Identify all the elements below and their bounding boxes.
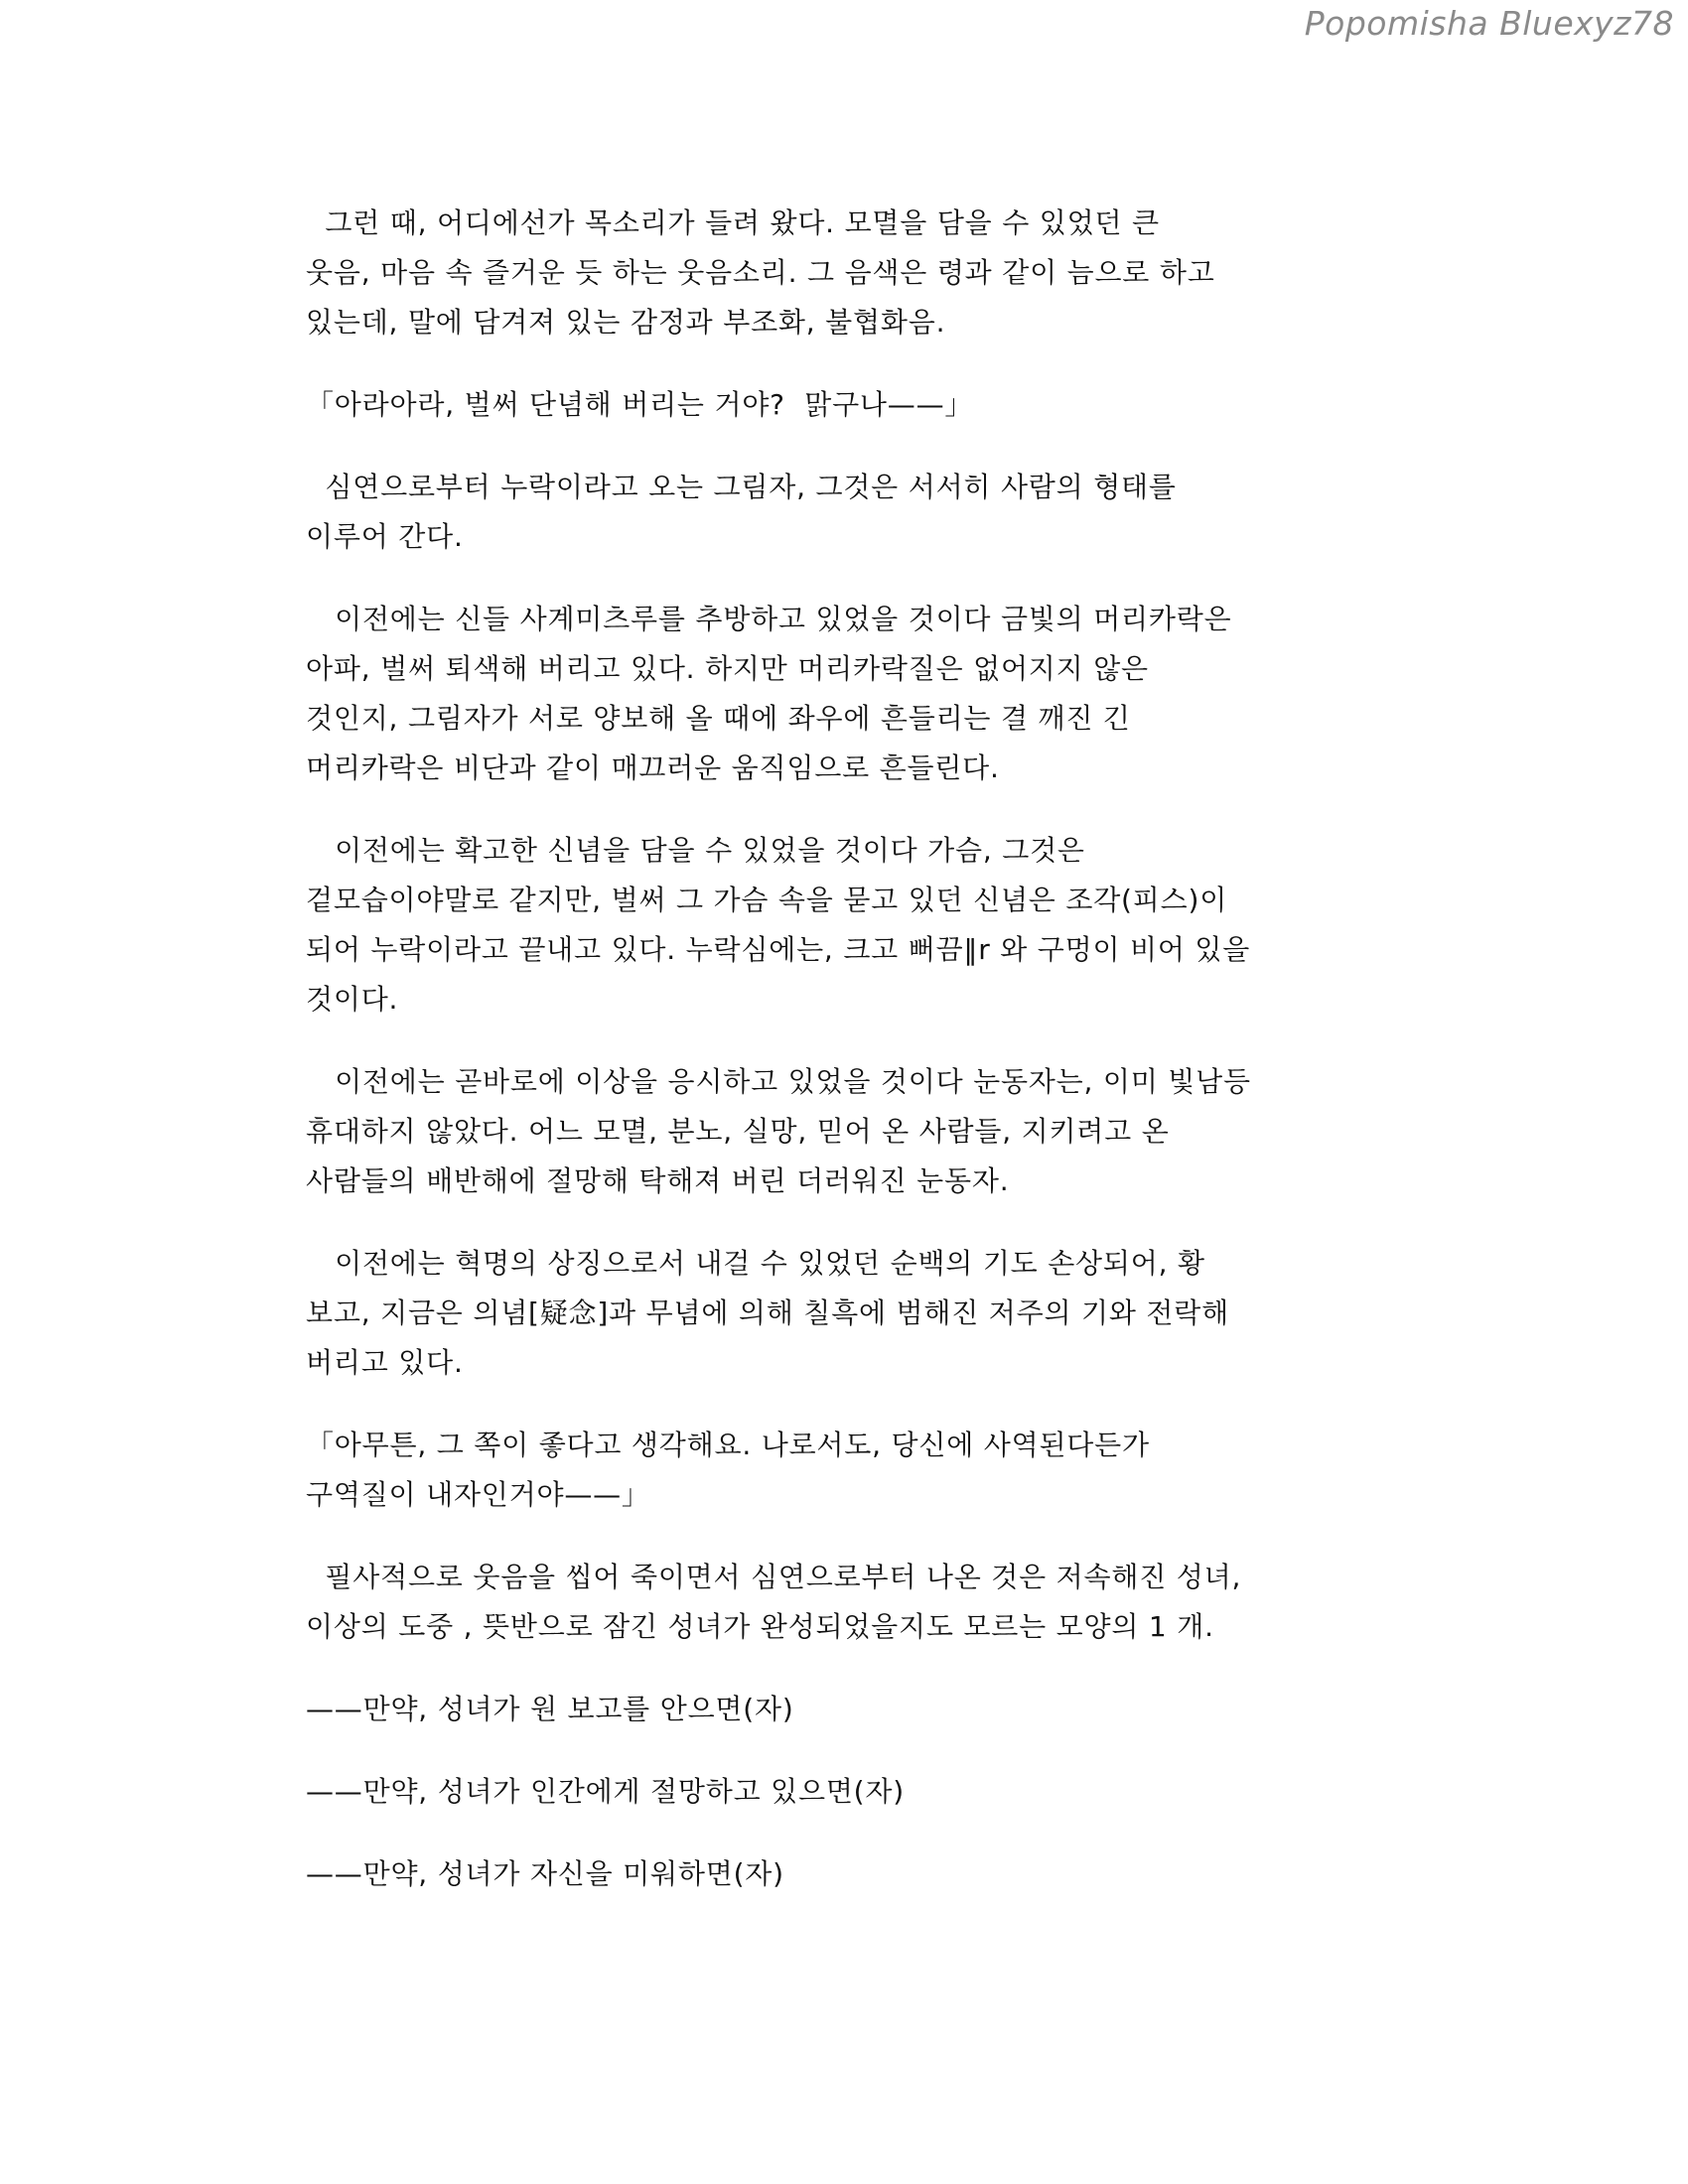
text-line: 버리고 있다. (306, 1346, 464, 1379)
document-body (306, 199, 1398, 1932)
text-line: 「아무튼, 그 쪽이 좋다고 생각해요. 나로서도, 당신에 사역된다든가 (306, 1429, 1150, 1461)
text-line: ——만약, 성녀가 자신을 미워하면(자) (306, 1857, 784, 1890)
text-line: 아파, 벌써 퇴색해 버리고 있다. 하지만 머리카락질은 없어지지 않은 (306, 652, 1149, 685)
text-line: 머리카락은 비단과 같이 매끄러운 움직임으로 흔들린다. (306, 751, 1000, 784)
paragraph (306, 1553, 1398, 1652)
paragraph (306, 380, 1398, 430)
text-line: 있는데, 말에 담겨져 있는 감정과 부조화, 불협화음. (306, 306, 946, 339)
text-line: 필사적으로 웃음을 씹어 죽이면서 심연으로부터 나온 것은 저속해진 성녀, (306, 1561, 1242, 1593)
text-line: 이전에는 혁명의 상징으로서 내걸 수 있었던 순백의 기도 손상되어, 황 (306, 1247, 1205, 1280)
text-line: ——만약, 성녀가 인간에게 절망하고 있으면(자) (306, 1775, 905, 1808)
text-line: 보고, 지금은 의념[疑念]과 무념에 의해 칠흑에 범해진 저주의 기와 전락해 (306, 1297, 1229, 1329)
paragraph (306, 1057, 1398, 1206)
watermark-text: Popomisha Bluexyz78 (1304, 4, 1674, 43)
text-line: 이전에는 확고한 신념을 담을 수 있었을 것이다 가슴, 그것은 (306, 834, 1085, 867)
paragraph (306, 1685, 1398, 1734)
text-line: 이전에는 신들 사계미츠루를 추방하고 있었을 것이다 금빛의 머리카락은 (306, 603, 1232, 635)
text-line: 되어 누락이라고 끝내고 있다. 누락심에는, 크고 뻐끔‖r 와 구멍이 비어 있을 (306, 933, 1251, 966)
text-line: 겉모습이야말로 같지만, 벌써 그 가슴 속을 묻고 있던 신념은 조각(피스)이 (306, 884, 1228, 916)
text-line: 것인지, 그림자가 서로 양보해 올 때에 좌우에 흔들리는 결 깨진 긴 (306, 702, 1131, 735)
paragraph (306, 199, 1398, 347)
text-line: 그런 때, 어디에선가 목소리가 들려 왔다. 모멸을 담을 수 있었던 큰 (306, 206, 1160, 239)
text-line: 웃음, 마음 속 즐거운 듯 하는 웃음소리. 그 음색은 령과 같이 늠으로 하고 (306, 256, 1215, 289)
paragraph (306, 826, 1398, 1024)
text-line: 이상의 도중 , 뜻반으로 잠긴 성녀가 완성되었을지도 모르는 모양의 1 개. (306, 1610, 1214, 1643)
text-line: 이전에는 곧바로에 이상을 응시하고 있었을 것이다 눈동자는, 이미 빛남등 (306, 1065, 1251, 1098)
text-line: 이루어 간다. (306, 520, 464, 553)
paragraph (306, 463, 1398, 562)
text-line: 구역질이 내자인거야——」 (306, 1478, 650, 1511)
text-line: 「아라아라, 벌써 단념해 버리는 거야? 맑구나——」 (306, 388, 974, 421)
text-line: 것이다. (306, 983, 399, 1016)
text-line: 사람들의 배반해에 절망해 탁해져 버린 더러워진 눈동자. (306, 1164, 1010, 1197)
paragraph (306, 595, 1398, 793)
text-line: 휴대하지 않았다. 어느 모멸, 분노, 실망, 믿어 온 사람들, 지키려고 온 (306, 1115, 1170, 1148)
paragraph (306, 1849, 1398, 1899)
text-line: 심연으로부터 누락이라고 오는 그림자, 그것은 서서히 사람의 형태를 (306, 471, 1177, 503)
paragraph (306, 1239, 1398, 1388)
paragraph (306, 1767, 1398, 1817)
text-line: ——만약, 성녀가 원 보고를 안으면(자) (306, 1693, 794, 1725)
paragraph (306, 1421, 1398, 1520)
